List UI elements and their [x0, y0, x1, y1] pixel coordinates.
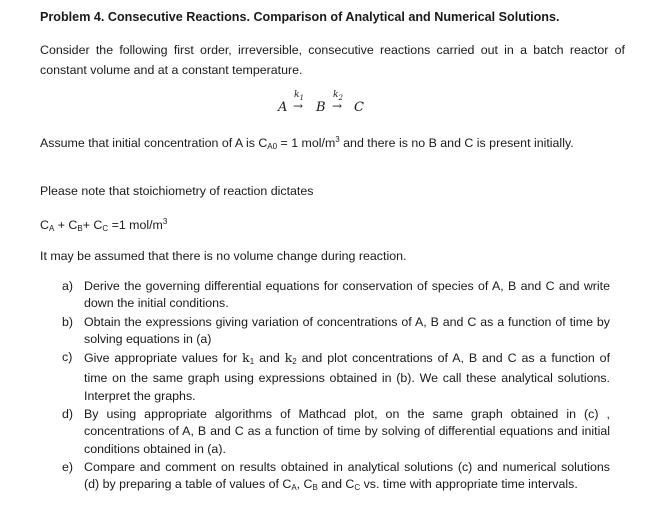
species-c: C — [354, 100, 364, 115]
reaction-arrow-2: → — [332, 99, 343, 113]
task-item-b: b) Obtain the expressions giving variation of concentrations of A, B and C as a function of time by solving equations in (a) — [62, 314, 610, 346]
reaction-scheme — [278, 90, 398, 120]
task-item-c: c) Give appropriate values for $k_1$ and $k_2$ and plot concentrations of A, B and C as a function of time on the same graph using expressions obtained in (b). We call these analytical solutions. Interpret the graphs. — [62, 350, 611, 403]
initial-condition-paragraph: Assume that initial concentration of A is $C_{A0} = 1$ mol/$m^3$ and there is no B and C is present initially. — [40, 135, 574, 152]
problem-title: Problem 4. Consecutive Reactions. Comparison of Analytical and Numerical Solutions. — [40, 10, 560, 24]
species-a: A — [278, 100, 288, 115]
volume-assumption: It may be assumed that there is no volume change during reaction. — [40, 249, 407, 263]
stoichiometry-equation: $C_A + C_B+ C_C =1$ mol/$m^3$ — [40, 217, 168, 234]
rate-constant-k1: $k_1$ — [294, 90, 304, 102]
task-item-e: e) Compare and comment on results obtained in analytical solutions (c) and numerical solutions (d) by preparing a table of values of $C_A$, $C_B$ and $C_C$ vs. time with appropriate time intervals. — [62, 459, 610, 493]
task-list — [62, 278, 610, 498]
stoichiometry-note: Please note that stoichiometry of reaction dictates — [40, 184, 314, 198]
species-b: B — [316, 100, 326, 115]
reaction-arrow-1: → — [293, 99, 304, 113]
rate-constant-k2: $k_2$ — [333, 90, 343, 102]
task-item-d: d) By using appropriate algorithms of Mathcad plot, on the same graph obtained in (c) , concentrations of A, B and C as a function of time by solving of differential equations and initial conditions obtained in (a). — [62, 407, 610, 456]
task-item-a: a) Derive the governing differential equations for conservation of species of A, B and C and write down the initial conditions. — [62, 279, 610, 311]
intro-paragraph: Consider the following first order, irreversible, consecutive reactions carried out in a batch reactor of constant volume and at a constant temperature. — [40, 43, 625, 77]
